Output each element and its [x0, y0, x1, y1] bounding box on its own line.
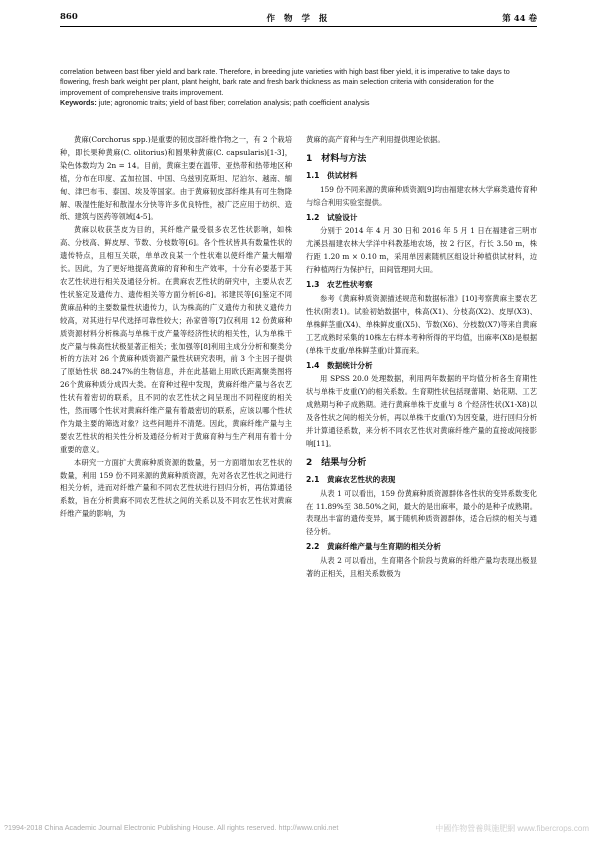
- site-watermark: 中國作物營養與施肥網 www.fibercrops.com: [435, 824, 589, 833]
- intro-paragraph-end: 黄麻的高产育种与生产利用提供理论依据。: [306, 135, 445, 144]
- intro-paragraph-1: 黄麻(Corchorus spp.)是重要的韧皮部纤维作物之一，有 2 个栽培种，即长果种黄麻(C. olitorius)和圆果种黄麻(C. capsularis)[1-3]，染色体数均为 2n = 14。目前，黄麻主要在温带、亚热带和热带地区种植，分布在印度、孟加拉国、中国、乌兹别克斯坦、尼泊尔、越南、缅甸、津巴布韦、泰国、埃及等国家。由于黄麻韧皮部纤维具有可生物降解、吸湿性能好和散湿水分快等许多优良特性，被广泛应用于纺织、造纸、建筑与医药等领域[4-5]。: [60, 135, 292, 222]
- paragraph-2-2: 从表 2 可以看出，生育期各个阶段与黄麻的纤维产量均表现出极显著的正相关，且相关系数极为: [306, 556, 537, 579]
- section-heading-1: 1 材料与方法: [306, 153, 367, 164]
- page-footer: [4, 823, 589, 837]
- paragraph-2-1: 从表 1 可以看出，159 份黄麻种质资源群体各性状的变异系数变化在 11.89%至 38.50%之间，最大的是出麻率，最小的是种子成熟期。表现出丰富的遗传变异，属于随机种质资源群体，适合后续的相关与通径分析。: [306, 488, 537, 537]
- section-heading-2: 2 结果与分析: [306, 457, 367, 468]
- keywords-line: [60, 98, 537, 108]
- page-number: 860: [60, 12, 78, 22]
- paragraph-1-1: 159 份不同来源的黄麻种质资源[9]均由福建农林大学麻类遗传育种与综合利用实验室提供。: [306, 184, 537, 207]
- abstract-tail: [60, 67, 537, 109]
- paragraph-1-3: 参考《黄麻种质资源描述规范和数据标准》[10]考察黄麻主要农艺性状(附表1)。试验初始数据中，株高(X1)、分枝高(X2)、皮厚(X3)、单株鲜茎重(X4)、单株鲜皮重(X5)、节数(X6)、分枝数(X7)等来自黄麻工艺成熟时采集的10株左右样本考种所得的平均值，出麻率(X8)是根据(单株干皮重/单株鲜茎重)计算而来。: [306, 293, 537, 355]
- paragraph-1-4: 用 SPSS 20.0 处理数据，利用两年数据的平均值分析各生育期性状与单株干皮重(Y)的相关系数。生育期性状包括现蕾期、始花期、工艺成熟期与种子成熟期。进行黄麻单株干皮重与 8 个经济性状(X1-X8)以及各性状之间的相关分析，再以单株干皮重(Y)为因变量，进行回归分析并计算通径系数，来分析不同农艺性状对黄麻纤维产量的直接或间接影响[11]。: [306, 374, 537, 448]
- subsection-heading-2-2: 2.2 黄麻纤维产量与生育期的相关分析: [306, 542, 441, 552]
- running-header: [60, 12, 537, 27]
- abstract-text: correlation between bast fiber yield and bark rate. Therefore, in breeding jute varieties with high bast fiber yield, it is imperative to take days to flowering, fresh bark weight per plant, plant height, bark rate and fresh bark thickness as main selection criteria with consideration for the improvement of comprehensive traits improvement.: [60, 67, 510, 97]
- intro-paragraph-2: 黄麻以收获茎皮为目的，其纤维产量受很多农艺性状影响，如株高、分枝高、鲜皮厚、节数、分枝数等[6]。各个性状皆具有数量性状的遗传特点，且相互关联，单单改良某一个性状难以使纤维产量大幅增长。因此，为了更好地提高黄麻的育种和生产效率，十分有必要基于其农艺性状进行相关及通径分析。在黄麻农艺性状的研究中，主要从农艺性状鉴定及遗传力、遗传相关等方面分析[6-8]。祁建民等[6]鉴定不同黄麻品种的主要数量性状遗传力，认为株高的广义遗传力和狭义遗传力较高，对其进行早代选择可靠性较大；孙家曾等[7]仅利用 12 份黄麻种质资源材料分析株高与单株干皮产量等经济性状的相关性，认为单株干皮产量与株高性状极显著正相关；张加强等[8]利用主成分分析和聚类分析的方法对 26 个黄麻种质资源产量性状研究表明，前 3 个主因子提供了原始性状 88.247%的生物信息，并在此基础上用欧氏距离聚类图将 26个黄麻种质分成四大类。在育种过程中发现，黄麻纤维产量与各农艺性状有着密切的联系，且不同的农艺性状之间呈现出不同程度的相关性，然而哪个性状对黄麻纤维产量有着最密切的联系，应该以哪个性状作为最主要的筛选对象？这些问题并不清楚。因此，黄麻纤维产量与主要农艺性状的相关性分析及通径分析对于黄麻育种与生产利用有着十分重要的意义。: [60, 225, 292, 454]
- subsection-heading-1-4: 1.4 数据统计分析: [306, 360, 373, 370]
- subsection-heading-1-1: 1.1 供试材料: [306, 170, 358, 180]
- left-column: [60, 134, 292, 521]
- copyright-notice: ?1994-2018 China Academic Journal Electronic Publishing House. All rights reserved. http://www.cnki.net: [4, 823, 339, 832]
- subsection-heading-1-2: 1.2 试验设计: [306, 212, 358, 222]
- keywords-label: Keywords:: [60, 98, 97, 108]
- right-column: [306, 134, 537, 581]
- intro-paragraph-3: 本研究一方面扩大黄麻种质资源的数量，另一方面增加农艺性状的数量，利用 159 份不同来源的黄麻种质资源，先对各农艺性状之间进行相关分析，进而对纤维产量和不同农艺性状进行回归分析，再估算通径系数，旨在分析黄麻不同农艺性状之间的关系以及不同农艺性状对黄麻纤维产量的影响，为: [60, 457, 292, 519]
- subsection-heading-2-1: 2.1 黄麻农艺性状的表现: [306, 474, 396, 484]
- paragraph-1-2: 分别于 2014 年 4 月 30 日和 2016 年 5 月 1 日在福建省三明市尤溪县福建农林大学洋中科教基地农场，按 2 行区，行长 3.50 m，株行距 1.20 m × 0.10 m，采用单因素随机区组设计种植供试材料，边行种植两行为保护行，田间管理同大田。: [306, 226, 537, 275]
- keywords-text: jute; agronomic traits; yield of bast fiber; correlation analysis; path coefficient analysis: [98, 98, 370, 108]
- volume-number: 第 44 卷: [502, 14, 537, 24]
- journal-title: 作 物 学 报: [266, 14, 331, 24]
- subsection-heading-1-3: 1.3 农艺性状考察: [306, 280, 373, 290]
